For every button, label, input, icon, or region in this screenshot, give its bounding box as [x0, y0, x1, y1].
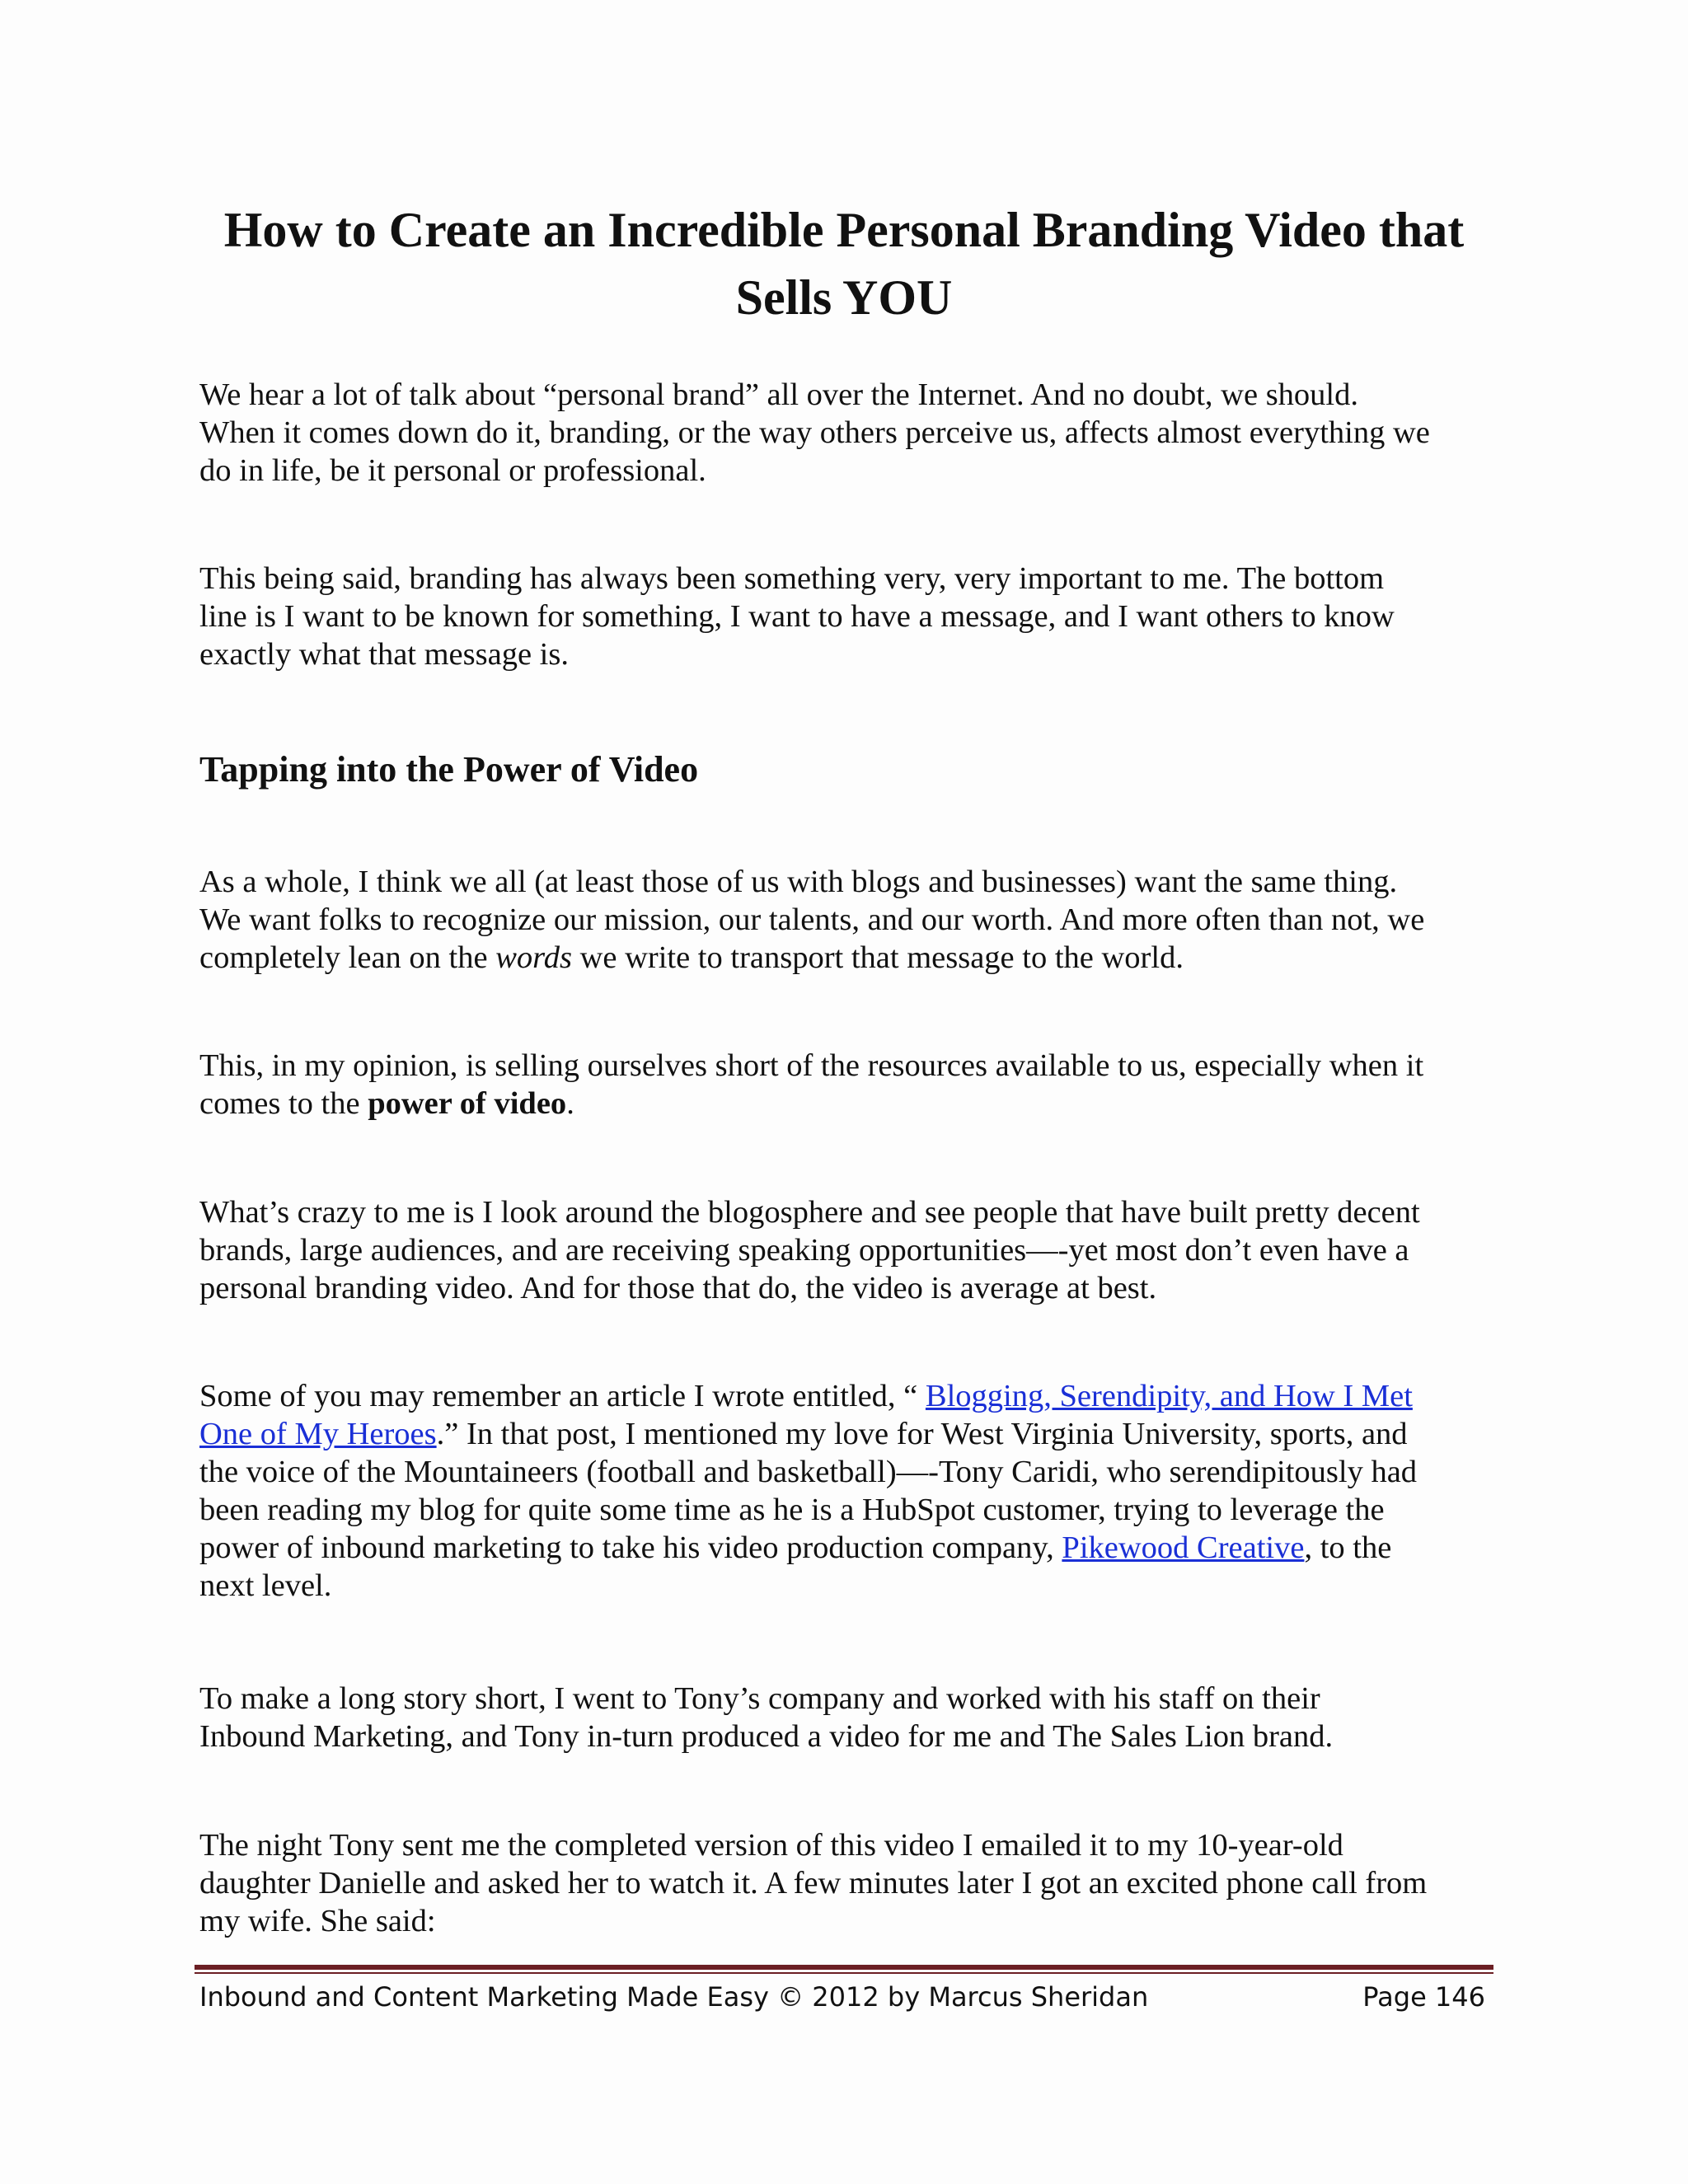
- p3-line-1: As a whole, I think we all (at least those of us with blogs and businesses) want the same thing.: [199, 865, 1398, 899]
- p5-line-1: What’s crazy to me is I look around the blogosphere and see people that have built pretty decent: [199, 1195, 1420, 1230]
- link-blogging-serendipity-part-1[interactable]: Blogging, Serendipity, and How I Met: [925, 1379, 1413, 1413]
- link-blogging-serendipity-part-2[interactable]: One of My Heroes: [199, 1417, 437, 1451]
- paragraph-selling-short: [199, 1047, 1535, 1122]
- bold-power-of-video: power of video: [368, 1086, 567, 1121]
- p3-line-3-after: we write to transport that message to the world.: [571, 940, 1184, 975]
- paragraph-tony-caridi: [199, 1377, 1535, 1605]
- footer-copyright: Inbound and Content Marketing Made Easy © 2012 by Marcus Sheridan: [199, 1981, 1149, 2013]
- p2-line-3: exactly what that message is.: [199, 637, 569, 672]
- p8-line-1: The night Tony sent me the completed version of this video I emailed it to my 10-year-old: [199, 1828, 1343, 1863]
- p6-line-5-after: , to the: [1304, 1530, 1392, 1565]
- paragraph-as-a-whole: [199, 863, 1535, 977]
- title-line-1: How to Create an Incredible Personal Branding Video that: [223, 203, 1465, 257]
- p3-line-2: We want folks to recognize our mission, our talents, and our worth. And more often than not, we: [199, 902, 1425, 937]
- page-title: [165, 196, 1523, 331]
- p5-line-2: brands, large audiences, and are receiving speaking opportunities—-yet most don’t even have a: [199, 1233, 1409, 1268]
- p7-line-2: Inbound Marketing, and Tony in-turn produced a video for me and The Sales Lion brand.: [199, 1719, 1334, 1754]
- p5-line-3: personal branding video. And for those that do, the video is average at best.: [199, 1271, 1157, 1305]
- p8-line-2: daughter Danielle and asked her to watch it. A few minutes later I got an excited phone call from: [199, 1866, 1428, 1900]
- p6-line-6: next level.: [199, 1568, 332, 1603]
- p2-line-1: This being said, branding has always been something very, very important to me. The bottom: [199, 561, 1385, 596]
- p6-line-2-after: .” In that post, I mentioned my love for West Virginia University, sports, and: [436, 1417, 1408, 1451]
- paragraph-long-story-short: [199, 1680, 1535, 1755]
- section-heading: Tapping into the Power of Video: [199, 749, 699, 790]
- p1-line-3: do in life, be it personal or professional.: [199, 453, 706, 488]
- p2-line-2: line is I want to be known for something, I want to have a message, and I want others to know: [199, 599, 1395, 634]
- paragraph-night-tony-sent: [199, 1826, 1535, 1940]
- footer-divider-thin: [195, 1972, 1493, 1974]
- p8-line-3: my wife. She said:: [199, 1904, 436, 1938]
- p3-line-3-before: completely lean on the: [199, 940, 496, 975]
- p6-line-5-before: power of inbound marketing to take his video production company,: [199, 1530, 1062, 1565]
- p1-line-2: When it comes down do it, branding, or the way others perceive us, affects almost everything we: [199, 415, 1430, 450]
- title-line-2: Sells YOU: [735, 270, 953, 325]
- p1-line-1: We hear a lot of talk about “personal brand” all over the Internet. And no doubt, we should.: [199, 377, 1359, 412]
- p7-line-1: To make a long story short, I went to Tony’s company and worked with his staff on their: [199, 1681, 1320, 1716]
- p6-line-1-before: Some of you may remember an article I wrote entitled, “: [199, 1379, 926, 1413]
- emphasis-words: words: [495, 940, 572, 975]
- p4-line-2-after: .: [566, 1086, 574, 1121]
- paragraph-branding-importance: [199, 560, 1535, 673]
- p4-line-2-before: comes to the: [199, 1086, 368, 1121]
- paragraph-personal-brand: [199, 376, 1535, 490]
- paragraph-blogosphere: [199, 1193, 1535, 1307]
- footer-divider-thick: [195, 1965, 1493, 1970]
- p6-line-3: the voice of the Mountaineers (football and basketball)—-Tony Caridi, who serendipitously had: [199, 1455, 1418, 1489]
- footer-page-number: Page 146: [1362, 1981, 1485, 2013]
- link-pikewood-creative[interactable]: Pikewood Creative: [1062, 1530, 1305, 1565]
- p6-line-4: been reading my blog for quite some time as he is a HubSpot customer, trying to leverage the: [199, 1493, 1385, 1527]
- p4-line-1: This, in my opinion, is selling ourselves short of the resources available to us, especially when it: [199, 1048, 1424, 1083]
